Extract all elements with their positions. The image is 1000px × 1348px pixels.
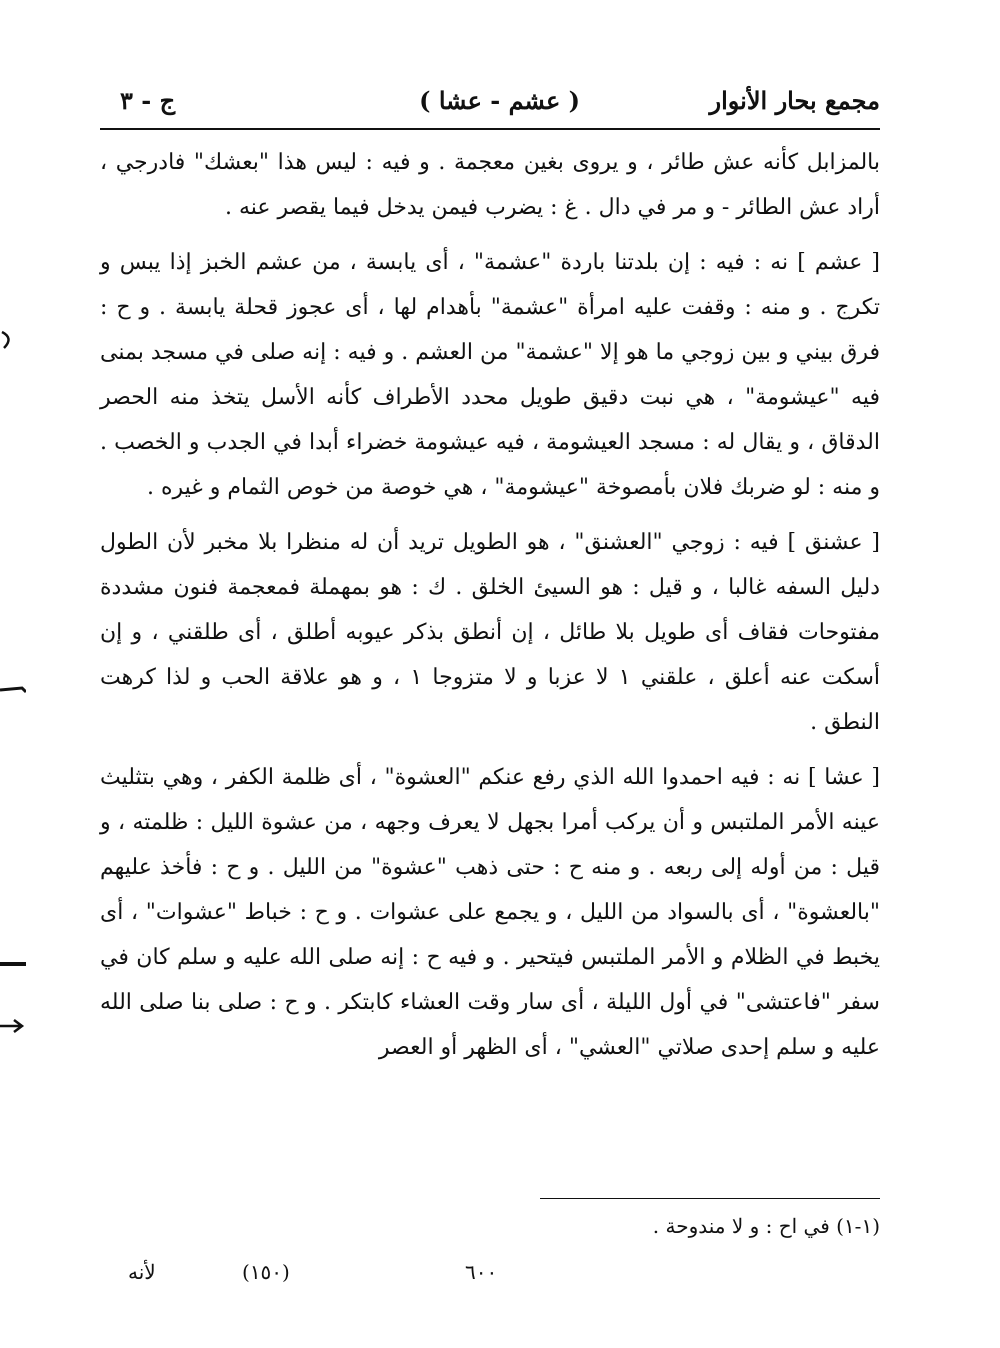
- entry-asha: [ عشا ] نه : فيه احمدوا الله الذي رفع عنكم "العشوة" ، أى ظلمة الكفر ، وهي بتثليث عينه الأمر الملتبس و أن يركب أمرا بجهل لا يعرف وجهه ، من عشوة الليل : ظلمته ، و قيل : من أوله إلى ربعه . و منه ح : حتى ذهب "عشوة" من الليل . و ح : فأخذ عليهم "بالعشوة" ، أى بالسواد من الليل ، و يجمع على عشوات . و ح : خباط "عشوات" ، أى يخبط في الظلام و الأمر الملتبس فيتحير . و فيه ح : إنه صلى الله عليه و سلم كان في سفر "فاعتشى" في أول الليلة ، أى سار وقت العشاء كابتكر . و ح : صلى بنا صلى الله عليه و سلم إحدى صلاتي "العشي" ، أى الظهر أو العصر: [100, 765, 880, 1060]
- running-header: [100, 82, 880, 122]
- entry-asham: [ عشم ] نه : فيه : إن بلدتنا باردة "عشمة" ، أى يابسة ، من عشم الخبز إذا يبس و تكرج . و منه : وقفت عليه امرأة "عشمة" بأهدام لها ، أى عجوز قحلة يابسة . و ح : فرق بيني و بين زوجي ما هو إلا "عشمة" من العشم . و فيه : إنه صلى في مسجد بمنى فيه "عيشومة" ، هي نبت دقيق طويل محدد الأطراف كأنه الأسل يتخذ منه الحصر الدقاق ، و يقال له : مسجد العيشومة ، فيه عيشومة خضراء أبدا في الجدب و الخصب . و منه : لو ضربك فلان بأمصوخة "عيشومة" ، هي خوصة من خوص الثمام و غيره .: [100, 250, 881, 500]
- footnote-rule: [540, 1198, 880, 1199]
- margin-mark-icon: [0, 952, 26, 978]
- catchword: لأنه: [128, 1260, 156, 1284]
- entry-ashanaq: [ عشنق ] فيه : زوجي "العشنق" ، هو الطويل تريد أن له منظرا بلا مخبر لأن الطول دليل السفه غالبا ، و قيل : هو السيئ الخلق . ك : هو بمهملة فمعجمة فنون مشددة مفتوحات فقاف أى طويل بلا طائل ، إن أنطق بذكر عيوبه أطلق ، أى طلقني ، و إن أسكت عنه أعلق ، علقني ١ لا عزبا و لا متزوجا ١ ، و هو علاقة الحب و لذا كرهت النطق .: [100, 530, 881, 735]
- paragraph-continuation: بالمزابل كأنه عش طائر ، و يروى بغين معجمة . و فيه : ليس هذا "بعشك" فادرجي ، أراد عش الطائر - و مر في دال . غ : يضرب فيمن يدخل فيما يقصر عنه .: [100, 150, 880, 220]
- section-range-title: ( عشم - عشا ): [419, 86, 580, 115]
- main-text: [100, 140, 880, 1070]
- header-rule: [100, 128, 880, 130]
- margin-mark-icon: [0, 1014, 26, 1040]
- margin-mark-icon: [0, 326, 26, 352]
- page-number: ٦٠٠: [465, 1260, 498, 1284]
- original-page-number: (١٥٠): [242, 1260, 290, 1284]
- book-title: مجمع بحار الأنوار: [709, 86, 880, 115]
- footnote: (١-١) في اح : و لا مندوحة .: [652, 1214, 880, 1238]
- volume-label: ج - ٣: [120, 86, 176, 115]
- margin-mark-icon: [0, 676, 26, 702]
